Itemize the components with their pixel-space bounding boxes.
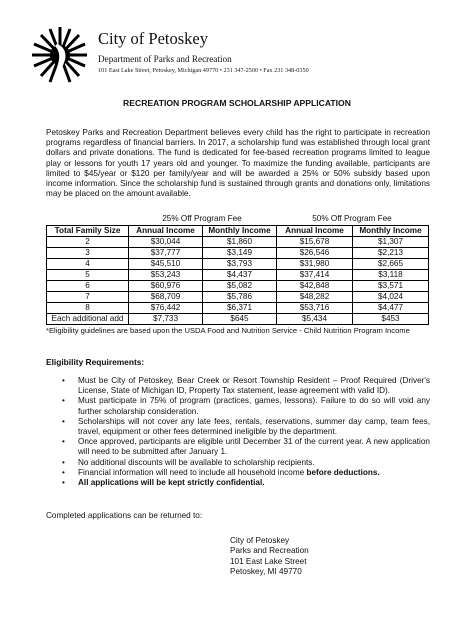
- table-cell: $3,149: [203, 248, 277, 259]
- table-cell: $76,442: [129, 303, 203, 314]
- department-name: Department of Parks and Recreation: [98, 54, 232, 64]
- table-cell: 3: [47, 248, 129, 259]
- completed-instructions: Completed applications can be returned to:: [46, 511, 203, 520]
- table-cell: $5,434: [277, 314, 353, 325]
- table-cell: 8: [47, 303, 129, 314]
- table-cell: $6,371: [203, 303, 277, 314]
- table-cell: $37,414: [277, 270, 353, 281]
- eligibility-list: [62, 376, 430, 488]
- table-header-row: [47, 226, 429, 237]
- table-cell: $53,716: [277, 303, 353, 314]
- table-cell: $645: [203, 314, 277, 325]
- table-cell: $53,243: [129, 270, 203, 281]
- list-item: [62, 417, 430, 437]
- table-cell: 6: [47, 281, 129, 292]
- eligibility-heading: Eligibility Requirements:: [46, 357, 145, 367]
- table-cell: $1,860: [203, 237, 277, 248]
- org-name: City of Petoskey: [98, 29, 208, 48]
- list-item-text: Once approved, participants are eligible until December 31 of the current year. A new application will need to be submitted after January 1.: [78, 437, 430, 457]
- list-item: [62, 376, 430, 396]
- table-cell: $1,307: [353, 237, 429, 248]
- table-cell: $2,665: [353, 259, 429, 270]
- bullet-icon: •: [62, 416, 65, 426]
- column-header: Monthly Income: [203, 226, 277, 237]
- table-cell: 4: [47, 259, 129, 270]
- table-cell: $31,980: [277, 259, 353, 270]
- list-item-bold-text: All applications will be kept strictly confidential.: [78, 478, 265, 488]
- table-cell: $45,510: [129, 259, 203, 270]
- table-cell: 2: [47, 237, 129, 248]
- bullet-icon: •: [62, 457, 65, 467]
- table-row: [47, 259, 429, 270]
- return-address-line: Parks and Recreation: [230, 546, 309, 556]
- table-footnote: *Eligibility guidelines are based upon the USDA Food and Nutrition Service - Child Nutrition Program Income: [46, 326, 410, 335]
- column-header: Annual Income: [129, 226, 203, 237]
- list-item: [62, 437, 430, 457]
- table-row: [47, 281, 429, 292]
- table-cell: $68,709: [129, 292, 203, 303]
- intro-paragraph: [46, 128, 430, 199]
- table-cell: 7: [47, 292, 129, 303]
- list-item: [62, 458, 430, 468]
- return-address-line: City of Petoskey: [230, 536, 290, 545]
- document-title: RECREATION PROGRAM SCHOLARSHIP APPLICATION: [123, 98, 351, 108]
- list-item-text: Financial information will need to include all household income: [78, 467, 307, 477]
- bullet-icon: •: [62, 478, 65, 488]
- column-header: Monthly Income: [353, 226, 429, 237]
- table-row: [47, 292, 429, 303]
- bullet-icon: •: [62, 467, 65, 477]
- table-cell: $3,571: [353, 281, 429, 292]
- bullet-icon: •: [62, 437, 65, 447]
- table-row: [47, 314, 429, 325]
- table-cell: $37,777: [129, 248, 203, 259]
- list-item-text: Scholarships will not cover any late fees, rentals, reservations, summer day camp, team fees, travel, equipment or other fees determined ineligible by the department.: [78, 416, 430, 437]
- income-table-section: [46, 212, 428, 325]
- table-cell: 5: [47, 270, 129, 281]
- bullet-icon: •: [62, 396, 65, 406]
- list-item-bold-text: before deductions.: [306, 467, 380, 477]
- table-row: [47, 248, 429, 259]
- table-cell: $15,678: [277, 237, 353, 248]
- table-cell: $453: [353, 314, 429, 325]
- list-item-text: No additional discounts will be available to scholarship recipients.: [78, 457, 315, 467]
- table-cell: $3,793: [203, 259, 277, 270]
- list-item-text: Must be City of Petoskey, Bear Creek or Resort Township Resident – Proof Required (Driver's License, State of Michigan ID, Property Tax statement, lease agreement with valid ID).: [78, 376, 430, 396]
- return-address-line: Petoskey, MI 49770: [230, 567, 302, 577]
- return-address: [230, 536, 309, 578]
- bullet-icon: •: [62, 376, 65, 385]
- table-cell: $4,437: [203, 270, 277, 281]
- table-cell: $5,082: [203, 281, 277, 292]
- city-sun-logo: [27, 24, 89, 86]
- table-row: [47, 270, 429, 281]
- table-row: [47, 237, 429, 248]
- table-cell: $60,976: [129, 281, 203, 292]
- list-item: [62, 478, 430, 488]
- letterhead-address: 101 East Lake Street, Petoskey, Michigan 49770 • 231 347-2500 • Fax 231 348-0350: [98, 67, 309, 74]
- list-item-text: Must participate in 75% of program (practices, games, lessons). Failure to do so will void any further scholarship consideration.: [78, 396, 430, 416]
- table-cell: $30,044: [129, 237, 203, 248]
- table-cell: $48,282: [277, 292, 353, 303]
- table-group-headers: [46, 212, 428, 225]
- table-cell: $3,118: [353, 270, 429, 281]
- table-cell: $4,024: [353, 292, 429, 303]
- column-header: Total Family Size: [47, 226, 129, 237]
- table-cell: $2,213: [353, 248, 429, 259]
- intro-text: Petoskey Parks and Recreation Department believes every child has the right to participate in recreation programs regardless of financial barriers. In 2017, a scholarship fund was established through local grant dollars and private donations. The fund is dedicated for fee-based recreation programs limited to league play or lessons for youth 17 years old and younger. To maximize the funding available, participants are limited to $45/year or $120 per family/year and will be awarded a 25% or 50% subsidy based upon income information. Since the scholarship fund is sustained through grants and donations only, limitations may be placed on the amount available.: [46, 128, 430, 199]
- income-table: [46, 225, 429, 325]
- table-cell: $42,848: [277, 281, 353, 292]
- table-cell: $26,546: [277, 248, 353, 259]
- table-cell: $7,733: [129, 314, 203, 325]
- table-cell: $5,786: [203, 292, 277, 303]
- group-header-25: 25% Off Program Fee: [162, 214, 242, 223]
- table-cell: Each additional add: [47, 314, 129, 325]
- table-row: [47, 303, 429, 314]
- group-header-50: 50% Off Program Fee: [312, 214, 392, 223]
- column-header: Annual Income: [277, 226, 353, 237]
- table-cell: $4,477: [353, 303, 429, 314]
- list-item: [62, 468, 430, 478]
- return-address-line: 101 East Lake Street: [230, 556, 307, 566]
- list-item: [62, 396, 430, 416]
